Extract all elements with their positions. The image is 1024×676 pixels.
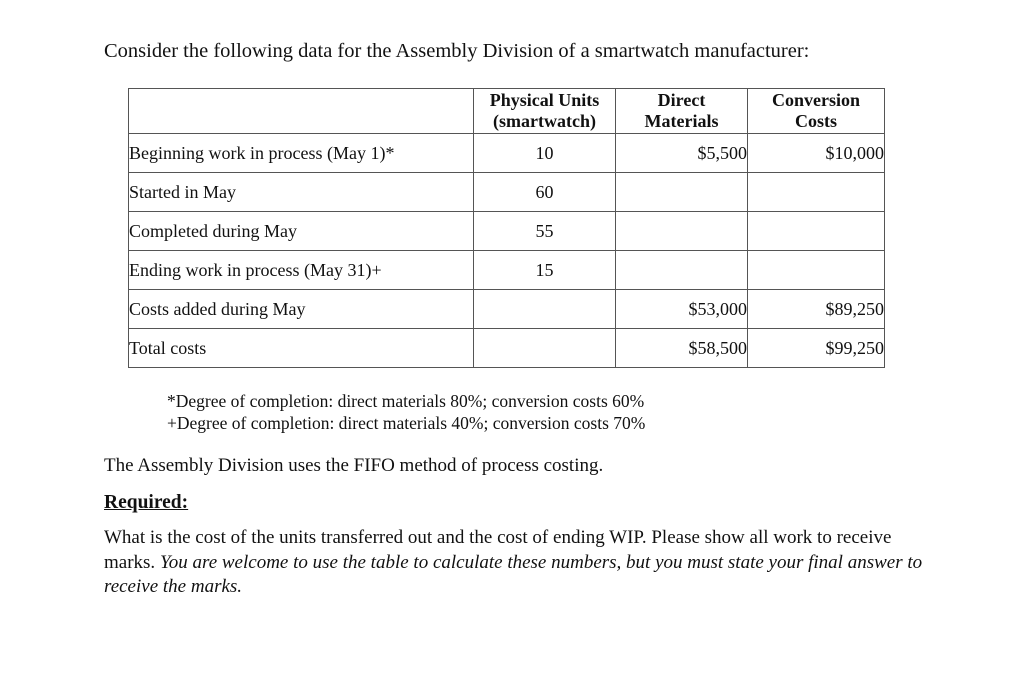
row-conversion-costs xyxy=(748,251,885,290)
row-direct-materials xyxy=(616,212,748,251)
header-cc-line1: Conversion xyxy=(771,90,860,110)
header-units-line1: Physical Units xyxy=(489,90,600,110)
table-row xyxy=(129,329,885,368)
row-units xyxy=(474,290,616,329)
row-conversion-costs xyxy=(748,173,885,212)
row-label: Beginning work in process (May 1)* xyxy=(129,134,474,173)
question-italic: You are welcome to use the table to calculate these numbers, but you must state your final answer to receive the marks. xyxy=(104,551,923,597)
required-heading: Required: xyxy=(104,492,189,513)
row-units: 55 xyxy=(474,212,616,251)
table-row xyxy=(129,290,885,329)
row-direct-materials: $5,500 xyxy=(616,134,748,173)
header-physical-units xyxy=(474,89,616,134)
row-direct-materials: $58,500 xyxy=(616,329,748,368)
header-conversion-costs xyxy=(748,89,885,134)
data-table xyxy=(128,88,885,368)
row-units xyxy=(474,329,616,368)
intro-text: Consider the following data for the Assembly Division of a smartwatch manufacturer: xyxy=(104,40,810,62)
method-text: The Assembly Division uses the FIFO method of process costing. xyxy=(104,455,604,476)
row-direct-materials xyxy=(616,173,748,212)
question-text xyxy=(104,526,934,600)
question-plain: What is the cost of the units transferred out and the cost of ending WIP. Please show all work to receive marks. xyxy=(104,527,892,573)
header-direct-materials xyxy=(616,89,748,134)
row-units: 10 xyxy=(474,134,616,173)
row-conversion-costs xyxy=(748,212,885,251)
row-label: Costs added during May xyxy=(129,290,474,329)
table-row xyxy=(129,251,885,290)
row-units: 15 xyxy=(474,251,616,290)
row-label: Completed during May xyxy=(129,212,474,251)
row-label: Started in May xyxy=(129,173,474,212)
row-direct-materials xyxy=(616,251,748,290)
header-dm-line2: Materials xyxy=(644,111,719,131)
table-row xyxy=(129,134,885,173)
row-direct-materials: $53,000 xyxy=(616,290,748,329)
note-beginning-wip: *Degree of completion: direct materials 80%; conversion costs 60% xyxy=(167,391,645,411)
row-conversion-costs: $89,250 xyxy=(748,290,885,329)
table-row xyxy=(129,173,885,212)
row-conversion-costs: $99,250 xyxy=(748,329,885,368)
row-conversion-costs: $10,000 xyxy=(748,134,885,173)
header-empty-cell xyxy=(129,89,474,134)
row-label: Total costs xyxy=(129,329,474,368)
table-header-row xyxy=(129,89,885,134)
note-ending-wip: +Degree of completion: direct materials 40%; conversion costs 70% xyxy=(167,413,646,433)
completion-notes xyxy=(167,390,645,434)
header-units-line2: (smartwatch) xyxy=(493,111,596,131)
table-row xyxy=(129,212,885,251)
header-dm-line1: Direct xyxy=(657,90,706,110)
row-label: Ending work in process (May 31)+ xyxy=(129,251,474,290)
row-units: 60 xyxy=(474,173,616,212)
header-cc-line2: Costs xyxy=(794,111,837,131)
